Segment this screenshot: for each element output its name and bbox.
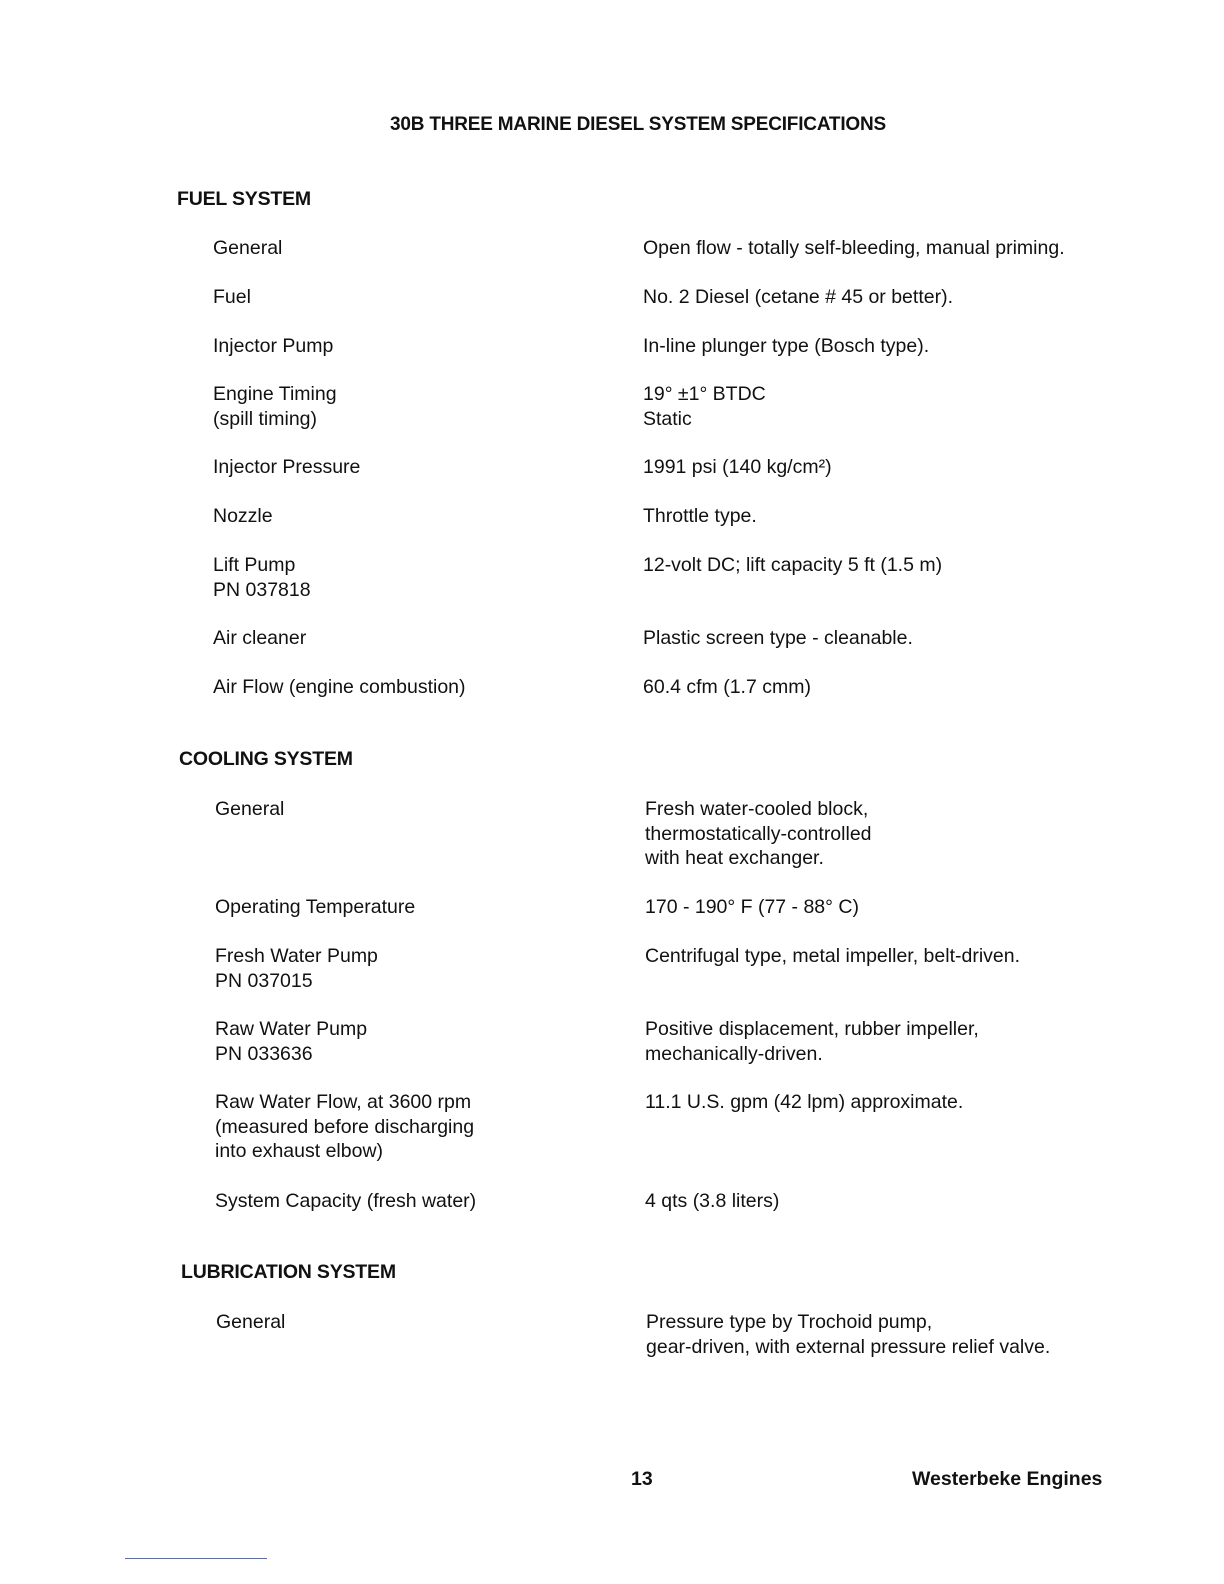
spec-label-line: General	[213, 237, 283, 259]
spec-label-line: PN 033636	[215, 1042, 313, 1065]
spec-value-line: gear-driven, with external pressure relief valve.	[646, 1335, 1051, 1358]
spec-label-line: (measured before discharging	[215, 1115, 475, 1138]
spec-value	[643, 285, 953, 310]
spec-label-line: Lift Pump	[213, 554, 296, 576]
spec-value	[643, 553, 942, 578]
spec-value-line: 12-volt DC; lift capacity 5 ft (1.5 m)	[643, 554, 943, 576]
spec-label-line: Nozzle	[213, 505, 273, 527]
spec-label-line: Air cleaner	[213, 627, 307, 649]
footer-brand: Westerbeke Engines	[912, 1468, 1103, 1490]
divider-mark	[125, 1558, 267, 1559]
spec-value	[645, 1090, 963, 1115]
spec-value	[643, 626, 913, 651]
spec-label-line: Raw Water Pump	[215, 1018, 368, 1040]
spec-label-line: into exhaust elbow)	[215, 1140, 384, 1162]
section-heading: LUBRICATION SYSTEM	[181, 1261, 396, 1283]
spec-value-line: mechanically-driven.	[645, 1042, 823, 1065]
spec-label	[213, 675, 466, 700]
spec-label-line: (spill timing)	[213, 407, 318, 430]
spec-value-line: 170 - 190° F (77 - 88° C)	[645, 896, 859, 918]
spec-value	[643, 455, 832, 480]
spec-value-line: 11.1 U.S. gpm (42 lpm) approximate.	[645, 1091, 964, 1113]
spec-label	[215, 1017, 367, 1066]
page-number: 13	[631, 1468, 653, 1490]
spec-value-line: Throttle type.	[643, 505, 757, 527]
spec-label	[213, 504, 273, 529]
spec-label-line: General	[216, 1311, 286, 1333]
spec-label	[213, 455, 360, 480]
spec-value-line: 1991 psi (140 kg/cm²)	[643, 456, 832, 478]
spec-value	[645, 944, 1020, 969]
spec-value-line: No. 2 Diesel (cetane # 45 or better).	[643, 286, 953, 308]
spec-value-line: 19° ±1° BTDC	[643, 383, 766, 405]
spec-value	[645, 1017, 979, 1066]
spec-label	[215, 944, 378, 993]
spec-label	[213, 382, 337, 431]
spec-value-line: Pressure type by Trochoid pump,	[646, 1311, 933, 1333]
spec-value-line: thermostatically-controlled	[645, 822, 872, 845]
spec-value-line: Positive displacement, rubber impeller,	[645, 1018, 979, 1040]
spec-value	[646, 1310, 1050, 1359]
spec-value-line: Fresh water-cooled block,	[645, 798, 869, 820]
spec-value	[643, 675, 811, 700]
spec-label	[215, 895, 415, 920]
spec-value-line: with heat exchanger.	[645, 847, 824, 869]
spec-value-line: 4 qts (3.8 liters)	[645, 1190, 780, 1212]
spec-value-line: Open flow - totally self-bleeding, manual priming.	[643, 237, 1065, 259]
spec-value-line: 60.4 cfm (1.7 cmm)	[643, 676, 811, 698]
spec-label	[213, 626, 306, 651]
spec-label	[213, 236, 282, 261]
spec-label-line: PN 037818	[213, 578, 311, 601]
page-title: 30B THREE MARINE DIESEL SYSTEM SPECIFICATIONS	[390, 114, 886, 135]
spec-label-line: PN 037015	[215, 969, 313, 992]
spec-value	[645, 895, 859, 920]
spec-label-line: Engine Timing	[213, 383, 337, 405]
spec-label-line: Raw Water Flow, at 3600 rpm	[215, 1091, 472, 1113]
spec-value	[643, 236, 1065, 261]
spec-value-line: In-line plunger type (Bosch type).	[643, 335, 930, 357]
section-heading: COOLING SYSTEM	[179, 748, 353, 770]
spec-value-line: Centrifugal type, metal impeller, belt-driven.	[645, 945, 1021, 967]
spec-label-line: Air Flow (engine combustion)	[213, 676, 466, 698]
spec-label	[213, 553, 311, 602]
spec-label	[213, 285, 251, 310]
spec-value	[643, 382, 766, 431]
spec-label	[215, 1090, 474, 1164]
spec-label-line: Fuel	[213, 286, 251, 308]
spec-label-line: Fresh Water Pump	[215, 945, 378, 967]
spec-value	[645, 1189, 779, 1214]
spec-label	[215, 1189, 476, 1214]
spec-label-line: Injector Pressure	[213, 456, 361, 478]
section-heading: FUEL SYSTEM	[177, 188, 311, 210]
spec-label-line: System Capacity (fresh water)	[215, 1190, 477, 1212]
spec-label	[215, 797, 284, 822]
spec-label-line: Operating Temperature	[215, 896, 416, 918]
spec-label	[216, 1310, 285, 1335]
spec-label-line: Injector Pump	[213, 335, 334, 357]
spec-value-line: Plastic screen type - cleanable.	[643, 627, 913, 649]
spec-value	[643, 334, 929, 359]
spec-value	[643, 504, 757, 529]
spec-value	[645, 797, 872, 871]
spec-label	[213, 334, 333, 359]
spec-value-line: Static	[643, 407, 692, 430]
spec-label-line: General	[215, 798, 285, 820]
